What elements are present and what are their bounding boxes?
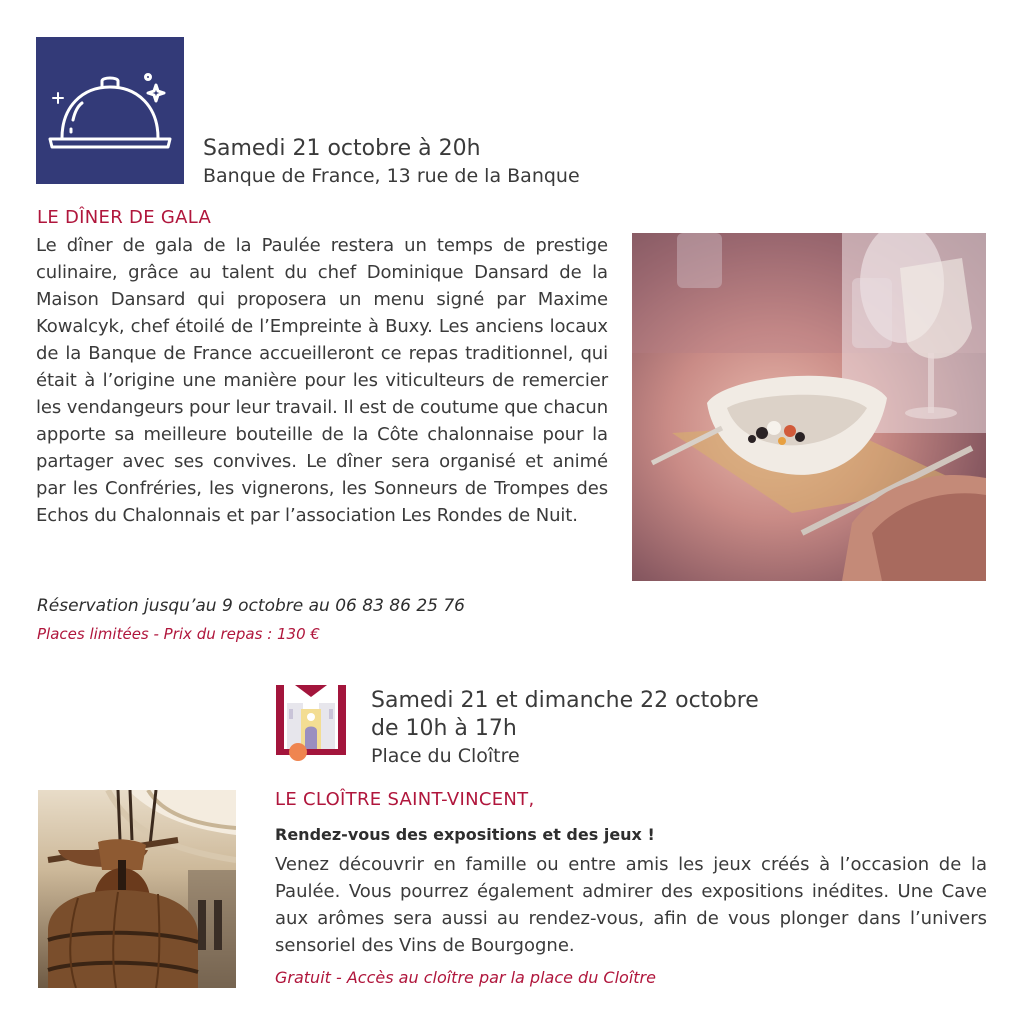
- event-title: LE CLOÎTRE SAINT-VINCENT,: [275, 789, 535, 810]
- dinner-photo: [632, 233, 986, 581]
- event-place: Place du Cloître: [371, 745, 520, 767]
- event-date-line2: de 10h à 17h: [371, 716, 517, 741]
- event-subtitle: Rendez-vous des expositions et des jeux !: [275, 825, 655, 844]
- price-info: Places limitées - Prix du repas : 130 €: [37, 625, 320, 643]
- cloister-icon: [275, 679, 350, 761]
- barrel-photo: [38, 790, 236, 988]
- access-note: Gratuit - Accès au cloître par la place du Cloître: [275, 968, 656, 987]
- event-date-line1: Samedi 21 et dimanche 22 octobre: [371, 688, 759, 713]
- event-place: Banque de France, 13 rue de la Banque: [203, 165, 580, 187]
- reservation-info: Réservation jusqu’au 9 octobre au 06 83 86 25 76: [37, 596, 465, 616]
- cloche-icon: [36, 37, 184, 184]
- event-description: Le dîner de gala de la Paulée restera un temps de prestige culinaire, grâce au talent du chef Dominique Dansard de la Maison Dansard qui proposera un menu signé par Maxime Kowalcyk, chef étoilé de l’Empreinte à Buxy. Les anciens locaux de la Banque de France accueilleront ce repas traditionnel, qui était à l’origine une manière pour les viticulteurs de remercier les vendangeurs pour leur travail. Il est de coutume que chacun apporte sa meilleure bouteille de la Côte chalonnaise pour la partager avec ses convives. Le dîner sera organisé et animé par les Confréries, les vignerons, les Sonneurs de Trompes des Echos du Chalonnais et par l’association Les Rondes de Nuit.: [36, 235, 608, 526]
- event-description: Venez découvrir en famille ou entre amis les jeux créés à l’occasion de la Paulée. Vous pourrez également admirer des expositions inédites. Une Cave aux arômes sera aussi au rendez-vous, afin de vous plonger dans l’univers sensoriel des Vins de Bourgogne.: [275, 854, 987, 956]
- event-title: LE DÎNER DE GALA: [37, 207, 212, 228]
- event-date: Samedi 21 octobre à 20h: [203, 136, 481, 161]
